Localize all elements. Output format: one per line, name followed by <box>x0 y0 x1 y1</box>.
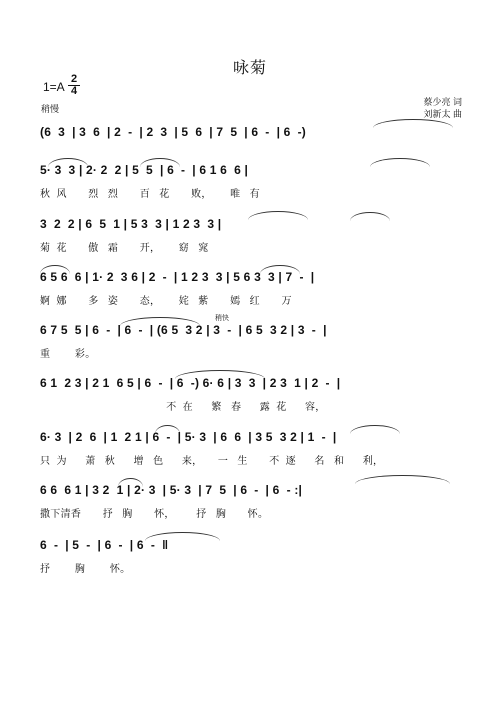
tie-mark <box>145 532 220 541</box>
notes-line: 6· 3 | 2 6 | 1 2 1 | 6 - | 5· 3 | 6 6 | 3 5 3 2 | 1 - | <box>40 430 337 444</box>
notes-line: 6 1 2 3 | 2 1 6 5 | 6 - | 6 -) 6· 6 | 3 3 | 2 3 1 | 2 - | <box>40 376 341 390</box>
tie-mark <box>373 119 453 128</box>
notes-line: (6 3 | 3 6 | 2 - | 2 3 | 5 6 | 7 5 | 6 - | 6 -) <box>40 125 306 139</box>
slur-mark <box>118 478 143 487</box>
score-row-9 <box>40 538 462 575</box>
score-row-6 <box>40 376 462 413</box>
tie-mark <box>175 370 265 379</box>
notes-line: 6 - | 5 - | 6 - | 6 - ‖ <box>40 538 169 552</box>
notes-line: 6 5 6 6 | 1· 2 3 6 | 2 - | 1 2 3 3 | 5 6 3 3 | 7 - | <box>40 270 315 284</box>
lyrics-line: 菊 花 傲 霜 开， 窈 窕 <box>40 243 209 254</box>
slur-mark <box>140 158 180 167</box>
notes-line: 3 2 2 | 6 5 1 | 5 3 3 | 1 2 3 3 | <box>40 217 222 231</box>
score-row-2 <box>40 163 462 200</box>
score-row-1 <box>40 125 462 147</box>
slur-mark <box>155 425 180 434</box>
lyrics-line: 婀 娜 多 姿 态， 姹 紫 嫣 红 万 <box>40 296 292 307</box>
score-row-5 <box>40 315 462 360</box>
tie-mark <box>355 475 450 484</box>
song-title: 咏菊 <box>232 60 267 77</box>
notes-line: 5· 3 3 | 2· 2 2 | 5 5 | 6 - | 6 1 6 6 | <box>40 163 249 177</box>
score-row-7 <box>40 430 462 467</box>
composer-credit: 刘新太 曲 <box>423 109 462 119</box>
slur-mark <box>260 265 300 274</box>
lyrics-line: 只 为 萧 秋 增 色 来， 一 生 不 逐 名 和 利， <box>40 456 384 467</box>
lyrics-line: 重 彩。 <box>40 349 96 360</box>
tempo-marking: 稍慢 <box>41 104 60 114</box>
time-signature <box>68 74 80 97</box>
notes-line: 6 7 5 5 | 6 - | 6 - | (6 5 3 2 | 3 - | 6 5 3 2 | 3 - | <box>40 323 327 337</box>
slur-mark <box>48 158 88 167</box>
notes-line: 6 6 6 1 | 3 2 1 | 2· 3 | 5· 3 | 7 5 | 6 - | 6 - :| <box>40 483 303 497</box>
slur-mark <box>350 212 390 221</box>
lyrics-line: 不 在 繁 春 露 花 容， <box>40 402 326 413</box>
lyrics-line: 撒下清香 抒 胸 怀， 抒 胸 怀。 <box>40 509 269 520</box>
slur-mark <box>350 425 400 434</box>
slur-mark <box>370 158 430 167</box>
tempo-change-mark: 稍快 <box>215 315 229 322</box>
score-row-4 <box>40 270 462 307</box>
lyrics-line: 秋 风 烈 烈 百 花 败， 唯 有 <box>40 189 260 200</box>
tie-mark <box>120 317 200 326</box>
score-row-3 <box>40 217 462 254</box>
meter-bottom: 4 <box>70 85 78 97</box>
lyrics-line: 抒 胸 怀。 <box>40 564 131 575</box>
key-signature: 1=A <box>43 80 65 94</box>
slur-mark <box>248 211 308 220</box>
slur-mark <box>40 265 70 274</box>
lyricist-credit: 蔡少亮 词 <box>423 97 462 107</box>
meter-top: 2 <box>68 74 80 86</box>
score-row-8 <box>40 483 462 520</box>
